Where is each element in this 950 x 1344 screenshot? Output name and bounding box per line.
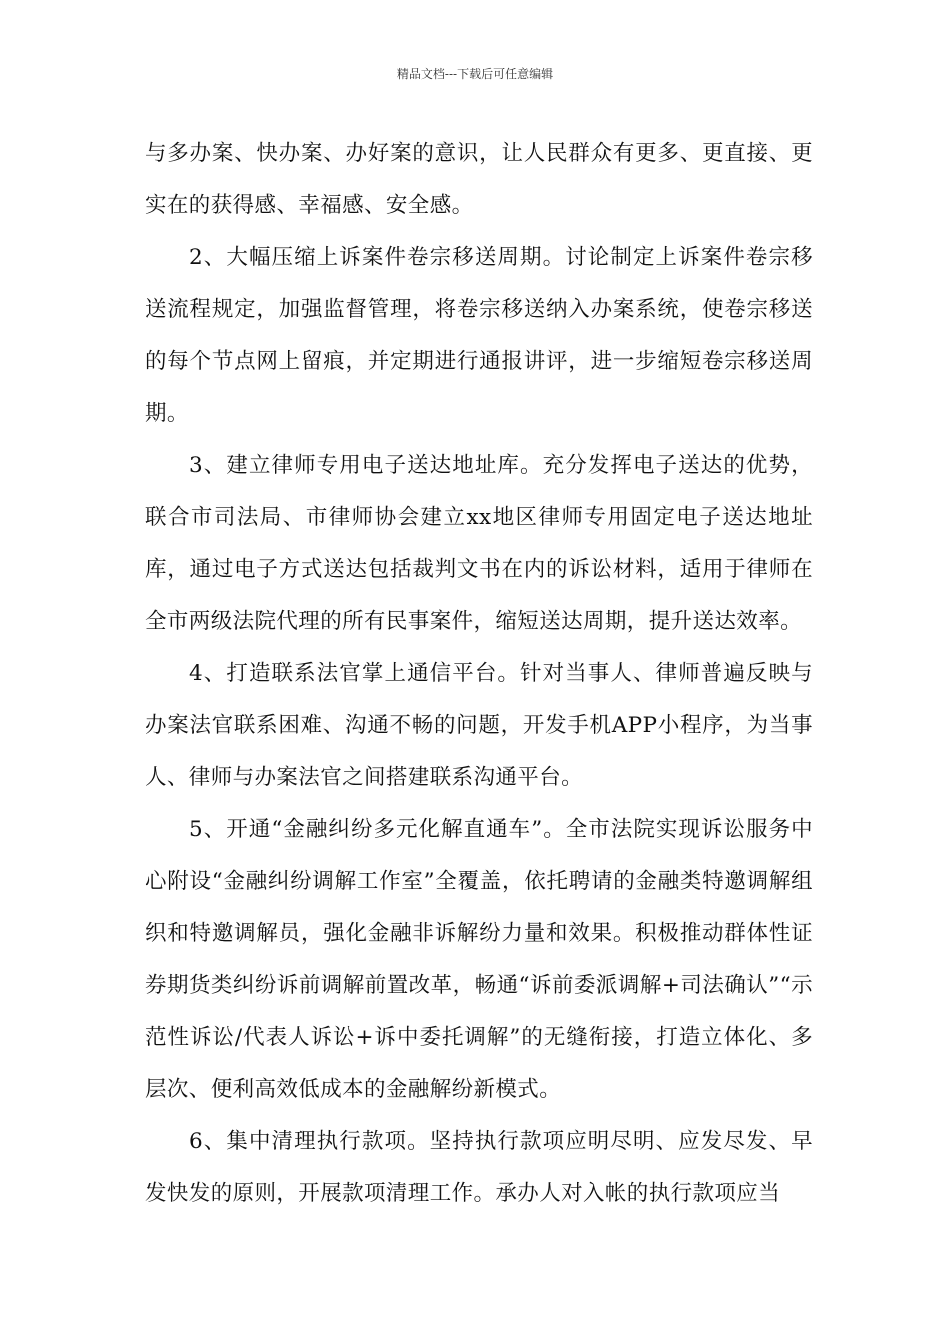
paragraph-continuation: 与多办案、快办案、办好案的意识，让人民群众有更多、更直接、更实在的获得感、幸福感、安全感。 (145, 141, 813, 218)
paragraph-item-2: 2、大幅压缩上诉案件卷宗移送周期。讨论制定上诉案件卷宗移送流程规定，加强监督管理，将卷宗移送纳入办案系统，使卷宗移送的每个节点网上留痕，并定期进行通报讲评，进一步缩短卷宗移送周期。 (145, 245, 813, 426)
document-body (145, 128, 813, 1220)
page-header: 精品文档---下载后可任意编辑 (396, 67, 554, 81)
paragraph-item-5: 5、开通“金融纠纷多元化解直通车”。全市法院实现诉讼服务中心附设“金融纠纷调解工作室”全覆盖，依托聘请的金融类特邀调解组织和特邀调解员，强化金融非诉解纷力量和效果。积极推动群体性证券期货类纠纷诉前调解前置改革，畅通“诉前委派调解+司法确认”“示范性诉讼/代表人诉讼+诉中委托调解”的无缝衔接，打造立体化、多层次、便利高效低成本的金融解纷新模式。 (145, 817, 813, 1102)
paragraph-item-3: 3、建立律师专用电子送达地址库。充分发挥电子送达的优势，联合市司法局、市律师协会建立xx地区律师专用固定电子送达地址库，通过电子方式送达包括裁判文书在内的诉讼材料，适用于律师在全市两级法院代理的所有民事案件，缩短送达周期，提升送达效率。 (145, 453, 813, 634)
paragraph-item-4: 4、打造联系法官掌上通信平台。针对当事人、律师普遍反映与办案法官联系困难、沟通不畅的问题，开发手机APP小程序，为当事人、律师与办案法官之间搭建联系沟通平台。 (145, 661, 813, 790)
paragraph-item-6: 6、集中清理执行款项。坚持执行款项应明尽明、应发尽发、早发快发的原则，开展款项清理工作。承办人对入帐的执行款项应当 (145, 1129, 813, 1206)
